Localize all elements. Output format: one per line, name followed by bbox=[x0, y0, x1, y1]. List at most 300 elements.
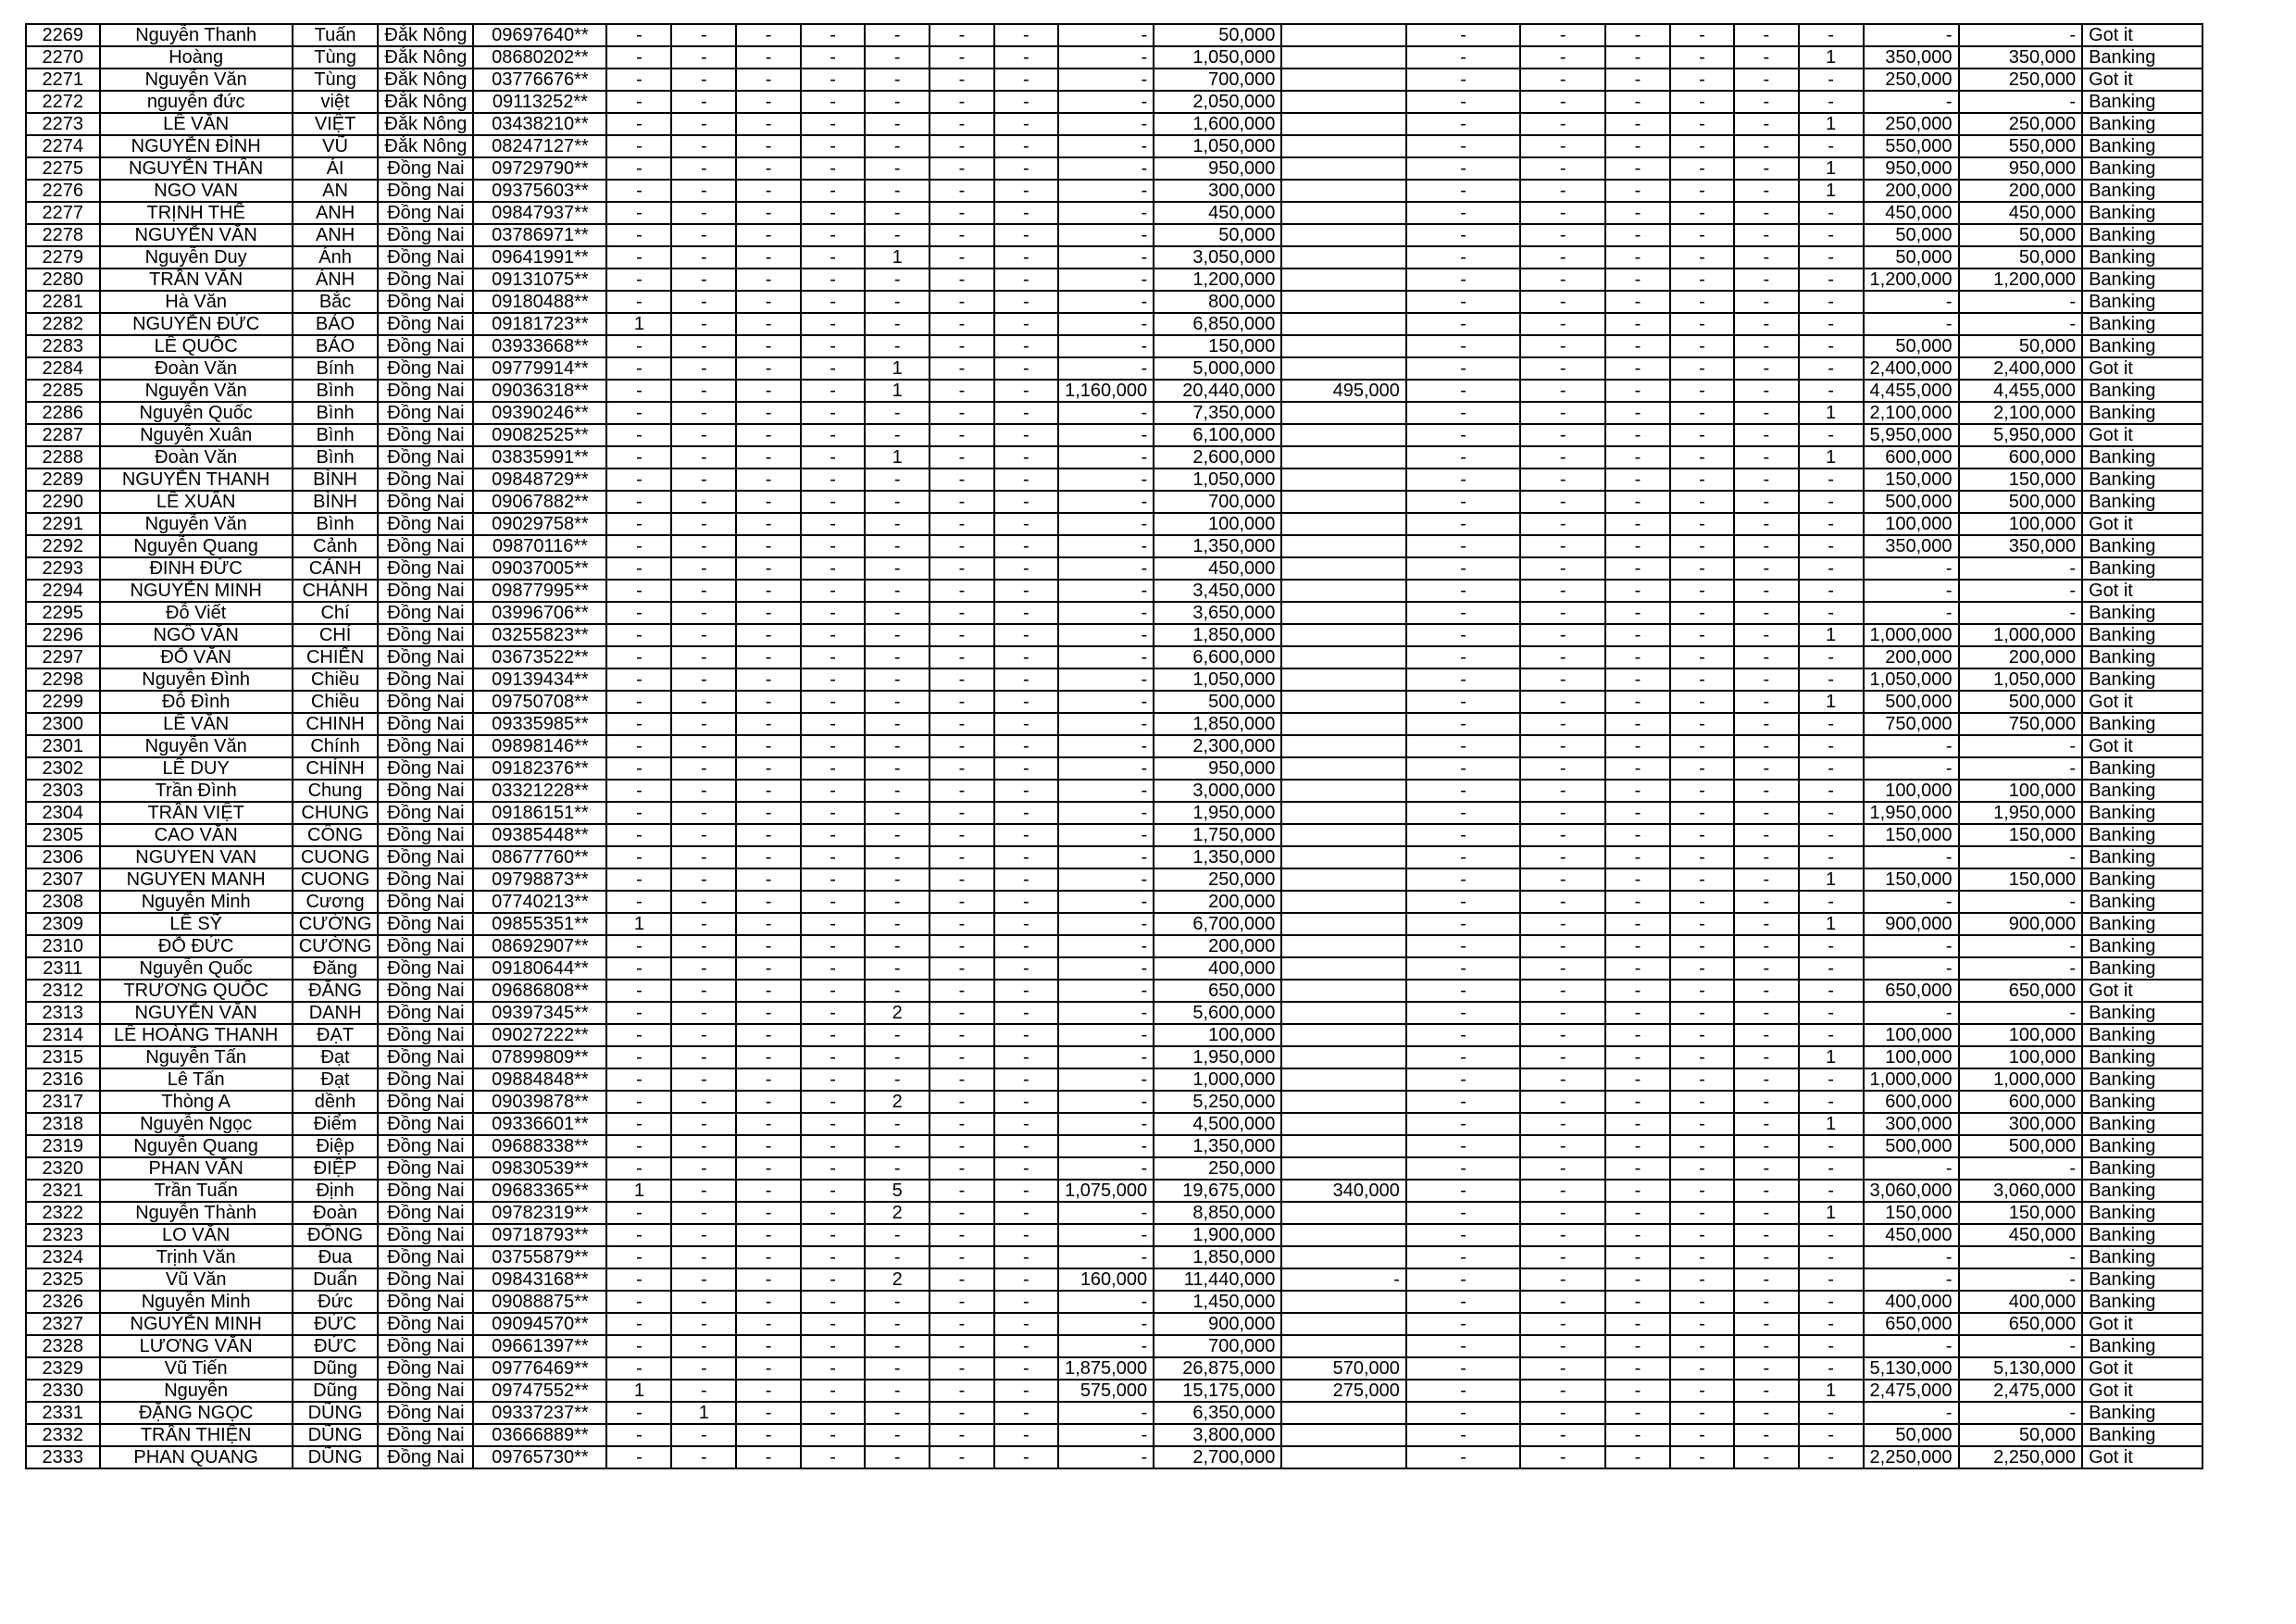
cell-m6: - bbox=[930, 246, 993, 269]
cell-m8: - bbox=[1058, 180, 1154, 202]
cell-m6: - bbox=[930, 557, 993, 580]
cell-m2: - bbox=[671, 1024, 736, 1046]
cell-surname: LO VĂN bbox=[100, 1224, 293, 1246]
cell-s2: Banking bbox=[2082, 291, 2202, 313]
cell-province: Đồng Nai bbox=[378, 1402, 473, 1424]
cell-province: Đồng Nai bbox=[378, 557, 473, 580]
cell-phone: 09067882** bbox=[473, 491, 606, 513]
cell-m3: - bbox=[736, 780, 800, 802]
cell-n4: - bbox=[1734, 1313, 1798, 1335]
cell-amt3: - bbox=[1406, 780, 1520, 802]
cell-n2: - bbox=[1605, 335, 1669, 357]
cell-s1: 500,000 bbox=[1959, 491, 2083, 513]
cell-given: Điệp bbox=[293, 1135, 379, 1157]
cell-n6: 4,455,000 bbox=[1864, 380, 1959, 402]
cell-m4: - bbox=[801, 980, 865, 1002]
cell-given: Đoàn bbox=[293, 1202, 379, 1224]
cell-n4: - bbox=[1734, 935, 1798, 957]
cell-n4: - bbox=[1734, 957, 1798, 980]
table-row bbox=[26, 513, 2295, 535]
cell-m4: - bbox=[801, 1135, 865, 1157]
cell-amt2 bbox=[1281, 402, 1406, 424]
cell-s1: 1,950,000 bbox=[1959, 802, 2083, 824]
cell-m4: - bbox=[801, 513, 865, 535]
cell-m6: - bbox=[930, 1180, 993, 1202]
cell-s1: 50,000 bbox=[1959, 335, 2083, 357]
cell-n6: 3,060,000 bbox=[1864, 1180, 1959, 1202]
cell-m3: - bbox=[736, 1291, 800, 1313]
cell-m5: - bbox=[865, 491, 930, 513]
cell-surname: TRẦN VIỆT bbox=[100, 802, 293, 824]
cell-n2: - bbox=[1605, 691, 1669, 713]
cell-m8: - bbox=[1058, 957, 1154, 980]
cell-amt1: 150,000 bbox=[1154, 335, 1281, 357]
cell-amt2 bbox=[1281, 202, 1406, 224]
cell-m4: - bbox=[801, 1446, 865, 1468]
cell-surname: Nguyễn Văn bbox=[100, 380, 293, 402]
cell-n1: - bbox=[1520, 46, 1605, 69]
cell-s1: 1,000,000 bbox=[1959, 624, 2083, 646]
cell-amt1: 1,950,000 bbox=[1154, 802, 1281, 824]
cell-s1: - bbox=[1959, 735, 2083, 757]
cell-n3: - bbox=[1670, 1180, 1734, 1202]
cell-amt1: 900,000 bbox=[1154, 1313, 1281, 1335]
cell-n5: - bbox=[1799, 69, 1864, 91]
cell-given: Chiều bbox=[293, 691, 379, 713]
cell-surname: Hoàng bbox=[100, 46, 293, 69]
cell-s1: - bbox=[1959, 757, 2083, 780]
cell-m3: - bbox=[736, 1068, 800, 1091]
cell-m8: - bbox=[1058, 1024, 1154, 1046]
cell-stt: 2282 bbox=[26, 313, 100, 335]
cell-surname: LÊ SỸ bbox=[100, 913, 293, 935]
table-row bbox=[26, 446, 2295, 468]
cell-surname: TRẦN THIỆN bbox=[100, 1424, 293, 1446]
cell-amt3: - bbox=[1406, 402, 1520, 424]
cell-stt: 2325 bbox=[26, 1268, 100, 1291]
cell-amt2 bbox=[1281, 313, 1406, 335]
cell-n5: - bbox=[1799, 668, 1864, 691]
cell-m5: 2 bbox=[865, 1091, 930, 1113]
cell-phone: 08677760** bbox=[473, 846, 606, 868]
cell-amt1: 950,000 bbox=[1154, 757, 1281, 780]
cell-s1: 2,475,000 bbox=[1959, 1380, 2083, 1402]
cell-n6: - bbox=[1864, 846, 1959, 868]
cell-s1: 2,250,000 bbox=[1959, 1446, 2083, 1468]
cell-province: Đồng Nai bbox=[378, 157, 473, 180]
cell-phone: 09843168** bbox=[473, 1268, 606, 1291]
cell-m2: - bbox=[671, 446, 736, 468]
cell-m6: - bbox=[930, 602, 993, 624]
cell-m4: - bbox=[801, 580, 865, 602]
cell-amt3: - bbox=[1406, 691, 1520, 713]
cell-n3: - bbox=[1670, 891, 1734, 913]
cell-m4: - bbox=[801, 446, 865, 468]
cell-n4: - bbox=[1734, 313, 1798, 335]
cell-m7: - bbox=[994, 380, 1058, 402]
cell-n5: 1 bbox=[1799, 913, 1864, 935]
cell-n5: - bbox=[1799, 1002, 1864, 1024]
cell-s1: - bbox=[1959, 1268, 2083, 1291]
cell-amt2 bbox=[1281, 135, 1406, 157]
cell-m8: - bbox=[1058, 513, 1154, 535]
cell-m5: 2 bbox=[865, 1268, 930, 1291]
cell-given: ÁI bbox=[293, 157, 379, 180]
cell-given: CHUNG bbox=[293, 802, 379, 824]
cell-m3: - bbox=[736, 735, 800, 757]
cell-s1: 600,000 bbox=[1959, 1091, 2083, 1113]
cell-amt1: 1,350,000 bbox=[1154, 1135, 1281, 1157]
cell-m7: - bbox=[994, 646, 1058, 668]
cell-m6: - bbox=[930, 1313, 993, 1335]
cell-m8: 575,000 bbox=[1058, 1380, 1154, 1402]
cell-province: Đồng Nai bbox=[378, 535, 473, 557]
cell-amt3: - bbox=[1406, 557, 1520, 580]
cell-stt: 2271 bbox=[26, 69, 100, 91]
cell-n5: - bbox=[1799, 1135, 1864, 1157]
cell-n2: - bbox=[1605, 269, 1669, 291]
cell-m2: - bbox=[671, 24, 736, 46]
cell-amt1: 2,600,000 bbox=[1154, 446, 1281, 468]
cell-s2: Got it bbox=[2082, 1446, 2202, 1468]
cell-m7: - bbox=[994, 313, 1058, 335]
table-row bbox=[26, 468, 2295, 491]
cell-s2: Banking bbox=[2082, 113, 2202, 135]
cell-s2: Banking bbox=[2082, 957, 2202, 980]
cell-s2: Banking bbox=[2082, 446, 2202, 468]
cell-n1: - bbox=[1520, 424, 1605, 446]
cell-stt: 2302 bbox=[26, 757, 100, 780]
table-row bbox=[26, 24, 2295, 46]
cell-m1: - bbox=[606, 1313, 671, 1335]
cell-m3: - bbox=[736, 802, 800, 824]
cell-m7: - bbox=[994, 624, 1058, 646]
cell-n1: - bbox=[1520, 269, 1605, 291]
cell-s1: - bbox=[1959, 24, 2083, 46]
cell-province: Đồng Nai bbox=[378, 957, 473, 980]
cell-m8: - bbox=[1058, 580, 1154, 602]
cell-n2: - bbox=[1605, 646, 1669, 668]
cell-n4: - bbox=[1734, 468, 1798, 491]
cell-amt1: 250,000 bbox=[1154, 868, 1281, 891]
cell-province: Đồng Nai bbox=[378, 1024, 473, 1046]
cell-n3: - bbox=[1670, 246, 1734, 269]
cell-province: Đồng Nai bbox=[378, 424, 473, 446]
cell-s1: 150,000 bbox=[1959, 468, 2083, 491]
cell-m3: - bbox=[736, 1380, 800, 1402]
cell-m5: - bbox=[865, 335, 930, 357]
cell-m1: - bbox=[606, 180, 671, 202]
cell-n2: - bbox=[1605, 513, 1669, 535]
cell-province: Đồng Nai bbox=[378, 580, 473, 602]
cell-n1: - bbox=[1520, 357, 1605, 380]
cell-m1: - bbox=[606, 1402, 671, 1424]
cell-phone: 03321228** bbox=[473, 780, 606, 802]
cell-amt1: 300,000 bbox=[1154, 180, 1281, 202]
cell-stt: 2330 bbox=[26, 1380, 100, 1402]
cell-n5: - bbox=[1799, 1424, 1864, 1446]
cell-n3: - bbox=[1670, 1268, 1734, 1291]
cell-m8: - bbox=[1058, 357, 1154, 380]
cell-province: Đồng Nai bbox=[378, 602, 473, 624]
cell-n4: - bbox=[1734, 846, 1798, 868]
cell-m8: - bbox=[1058, 69, 1154, 91]
cell-province: Đồng Nai bbox=[378, 1246, 473, 1268]
cell-m6: - bbox=[930, 1380, 993, 1402]
cell-n4: - bbox=[1734, 269, 1798, 291]
cell-amt2 bbox=[1281, 868, 1406, 891]
cell-stt: 2291 bbox=[26, 513, 100, 535]
cell-n2: - bbox=[1605, 580, 1669, 602]
cell-stt: 2315 bbox=[26, 1046, 100, 1068]
cell-amt2 bbox=[1281, 446, 1406, 468]
cell-m8: - bbox=[1058, 113, 1154, 135]
cell-given: BÌNH bbox=[293, 468, 379, 491]
cell-n3: - bbox=[1670, 1202, 1734, 1224]
cell-s2: Banking bbox=[2082, 646, 2202, 668]
cell-surname: NGUYỄN VĂN bbox=[100, 224, 293, 246]
cell-surname: ĐỖ ĐỨC bbox=[100, 935, 293, 957]
cell-province: Đắk Nông bbox=[378, 69, 473, 91]
cell-m1: 1 bbox=[606, 1180, 671, 1202]
cell-n4: - bbox=[1734, 624, 1798, 646]
table-row bbox=[26, 891, 2295, 913]
cell-m2: - bbox=[671, 46, 736, 69]
cell-given: Tùng bbox=[293, 69, 379, 91]
cell-s1: 50,000 bbox=[1959, 1424, 2083, 1446]
cell-province: Đồng Nai bbox=[378, 269, 473, 291]
cell-m2: - bbox=[671, 91, 736, 113]
cell-stt: 2272 bbox=[26, 91, 100, 113]
cell-n1: - bbox=[1520, 1357, 1605, 1380]
cell-n6: 1,950,000 bbox=[1864, 802, 1959, 824]
cell-m5: 1 bbox=[865, 357, 930, 380]
cell-amt2 bbox=[1281, 180, 1406, 202]
cell-amt2 bbox=[1281, 980, 1406, 1002]
cell-n1: - bbox=[1520, 557, 1605, 580]
cell-n5: - bbox=[1799, 357, 1864, 380]
cell-amt1: 5,000,000 bbox=[1154, 357, 1281, 380]
cell-n5: 1 bbox=[1799, 1380, 1864, 1402]
cell-s1: - bbox=[1959, 1002, 2083, 1024]
cell-n4: - bbox=[1734, 1380, 1798, 1402]
cell-m6: - bbox=[930, 157, 993, 180]
cell-s2: Banking bbox=[2082, 802, 2202, 824]
cell-n2: - bbox=[1605, 1268, 1669, 1291]
cell-m3: - bbox=[736, 1180, 800, 1202]
cell-m7: - bbox=[994, 135, 1058, 157]
cell-n5: - bbox=[1799, 1091, 1864, 1113]
cell-m4: - bbox=[801, 24, 865, 46]
cell-m5: - bbox=[865, 291, 930, 313]
cell-m2: - bbox=[671, 735, 736, 757]
cell-m8: - bbox=[1058, 735, 1154, 757]
cell-amt1: 1,750,000 bbox=[1154, 824, 1281, 846]
cell-s1: - bbox=[1959, 1335, 2083, 1357]
cell-m7: - bbox=[994, 1046, 1058, 1068]
cell-m2: - bbox=[671, 1091, 736, 1113]
cell-n2: - bbox=[1605, 69, 1669, 91]
cell-n2: - bbox=[1605, 1091, 1669, 1113]
cell-given: ĐẠT bbox=[293, 1024, 379, 1046]
cell-stt: 2309 bbox=[26, 913, 100, 935]
cell-s1: 450,000 bbox=[1959, 202, 2083, 224]
cell-n6: 600,000 bbox=[1864, 1091, 1959, 1113]
cell-amt2 bbox=[1281, 780, 1406, 802]
cell-m7: - bbox=[994, 1135, 1058, 1157]
cell-n3: - bbox=[1670, 1113, 1734, 1135]
cell-m1: - bbox=[606, 1135, 671, 1157]
cell-n6: 350,000 bbox=[1864, 535, 1959, 557]
cell-n1: - bbox=[1520, 1224, 1605, 1246]
cell-amt3: - bbox=[1406, 335, 1520, 357]
table-row bbox=[26, 113, 2295, 135]
cell-n3: - bbox=[1670, 446, 1734, 468]
cell-phone: 09683365** bbox=[473, 1180, 606, 1202]
cell-m6: - bbox=[930, 1002, 993, 1024]
cell-n5: - bbox=[1799, 468, 1864, 491]
cell-amt1: 6,100,000 bbox=[1154, 424, 1281, 446]
cell-m6: - bbox=[930, 1335, 993, 1357]
cell-n1: - bbox=[1520, 224, 1605, 246]
cell-amt1: 5,600,000 bbox=[1154, 1002, 1281, 1024]
cell-n2: - bbox=[1605, 1402, 1669, 1424]
cell-amt3: - bbox=[1406, 1180, 1520, 1202]
cell-m4: - bbox=[801, 1335, 865, 1357]
cell-m8: - bbox=[1058, 668, 1154, 691]
cell-amt2 bbox=[1281, 269, 1406, 291]
cell-n3: - bbox=[1670, 1357, 1734, 1380]
cell-n5: - bbox=[1799, 246, 1864, 269]
cell-surname: Nguyễn Duy bbox=[100, 246, 293, 269]
cell-n1: - bbox=[1520, 468, 1605, 491]
cell-amt3: - bbox=[1406, 135, 1520, 157]
cell-stt: 2333 bbox=[26, 1446, 100, 1468]
cell-m2: - bbox=[671, 624, 736, 646]
cell-stt: 2287 bbox=[26, 424, 100, 446]
cell-m5: - bbox=[865, 691, 930, 713]
cell-n2: - bbox=[1605, 602, 1669, 624]
table-row bbox=[26, 1335, 2295, 1357]
table-row bbox=[26, 624, 2295, 646]
cell-m8: - bbox=[1058, 868, 1154, 891]
cell-m1: - bbox=[606, 1202, 671, 1224]
cell-n1: - bbox=[1520, 891, 1605, 913]
cell-n2: - bbox=[1605, 624, 1669, 646]
cell-s1: 1,200,000 bbox=[1959, 269, 2083, 291]
cell-m4: - bbox=[801, 846, 865, 868]
cell-m1: - bbox=[606, 1068, 671, 1091]
table-row bbox=[26, 668, 2295, 691]
cell-stt: 2320 bbox=[26, 1157, 100, 1180]
cell-m5: 1 bbox=[865, 246, 930, 269]
cell-n2: - bbox=[1605, 1202, 1669, 1224]
cell-n6: 450,000 bbox=[1864, 1224, 1959, 1246]
cell-stt: 2307 bbox=[26, 868, 100, 891]
cell-m1: - bbox=[606, 1113, 671, 1135]
cell-m3: - bbox=[736, 69, 800, 91]
cell-surname: Nguyễn Tấn bbox=[100, 1046, 293, 1068]
cell-amt2 bbox=[1281, 513, 1406, 535]
cell-n2: - bbox=[1605, 980, 1669, 1002]
cell-amt1: 2,050,000 bbox=[1154, 91, 1281, 113]
cell-amt3: - bbox=[1406, 713, 1520, 735]
cell-phone: 09779914** bbox=[473, 357, 606, 380]
cell-surname: Nguyễn Quốc bbox=[100, 957, 293, 980]
cell-n6: 100,000 bbox=[1864, 1024, 1959, 1046]
cell-s1: 250,000 bbox=[1959, 113, 2083, 135]
cell-given: BẢO bbox=[293, 335, 379, 357]
cell-m1: - bbox=[606, 846, 671, 868]
cell-m4: - bbox=[801, 1357, 865, 1380]
cell-phone: 09661397** bbox=[473, 1335, 606, 1357]
cell-amt3: - bbox=[1406, 1202, 1520, 1224]
cell-s2: Got it bbox=[2082, 735, 2202, 757]
cell-m8: - bbox=[1058, 557, 1154, 580]
cell-given: ANH bbox=[293, 202, 379, 224]
cell-stt: 2270 bbox=[26, 46, 100, 69]
cell-amt3: - bbox=[1406, 1091, 1520, 1113]
cell-province: Đồng Nai bbox=[378, 1068, 473, 1091]
cell-surname: Nguyễn Ngọc bbox=[100, 1113, 293, 1135]
cell-m1: - bbox=[606, 824, 671, 846]
cell-stt: 2323 bbox=[26, 1224, 100, 1246]
cell-m1: - bbox=[606, 980, 671, 1002]
cell-given: ÁNH bbox=[293, 269, 379, 291]
cell-m6: - bbox=[930, 757, 993, 780]
cell-amt2 bbox=[1281, 1246, 1406, 1268]
cell-phone: 09180488** bbox=[473, 291, 606, 313]
cell-stt: 2316 bbox=[26, 1068, 100, 1091]
cell-n2: - bbox=[1605, 424, 1669, 446]
cell-m6: - bbox=[930, 1135, 993, 1157]
cell-n1: - bbox=[1520, 602, 1605, 624]
cell-m2: - bbox=[671, 313, 736, 335]
cell-n4: - bbox=[1734, 402, 1798, 424]
cell-province: Đắk Nông bbox=[378, 24, 473, 46]
cell-m5: - bbox=[865, 1313, 930, 1335]
cell-n6: 500,000 bbox=[1864, 1135, 1959, 1157]
cell-m4: - bbox=[801, 468, 865, 491]
cell-amt2: 340,000 bbox=[1281, 1180, 1406, 1202]
cell-n5: 1 bbox=[1799, 868, 1864, 891]
cell-s1: 950,000 bbox=[1959, 157, 2083, 180]
cell-amt2 bbox=[1281, 557, 1406, 580]
cell-n4: - bbox=[1734, 1357, 1798, 1380]
cell-m2: - bbox=[671, 1380, 736, 1402]
cell-m5: - bbox=[865, 269, 930, 291]
cell-m4: - bbox=[801, 1046, 865, 1068]
cell-m6: - bbox=[930, 1024, 993, 1046]
cell-given: CƯỜNG bbox=[293, 913, 379, 935]
cell-m6: - bbox=[930, 891, 993, 913]
cell-given: ĐIỆP bbox=[293, 1157, 379, 1180]
table-row bbox=[26, 802, 2295, 824]
cell-s1: 1,050,000 bbox=[1959, 668, 2083, 691]
cell-m7: - bbox=[994, 1224, 1058, 1246]
cell-m4: - bbox=[801, 780, 865, 802]
cell-n5: - bbox=[1799, 1291, 1864, 1313]
cell-n1: - bbox=[1520, 180, 1605, 202]
cell-m2: - bbox=[671, 1135, 736, 1157]
cell-stt: 2301 bbox=[26, 735, 100, 757]
cell-stt: 2318 bbox=[26, 1113, 100, 1135]
cell-m8: - bbox=[1058, 1246, 1154, 1268]
cell-m4: - bbox=[801, 135, 865, 157]
cell-m3: - bbox=[736, 1024, 800, 1046]
cell-n1: - bbox=[1520, 513, 1605, 535]
cell-amt3: - bbox=[1406, 1046, 1520, 1068]
